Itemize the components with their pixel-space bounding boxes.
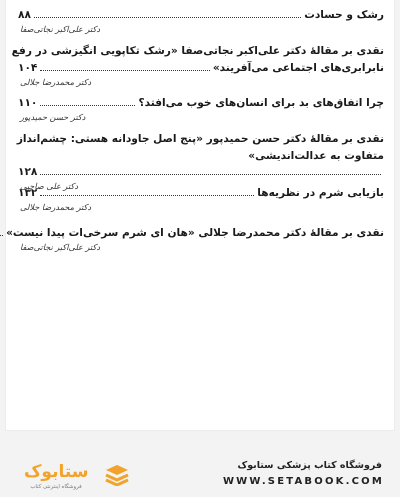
page-number: ۱۲۸ (18, 166, 38, 178)
toc-line (18, 149, 384, 163)
toc-author: دکتر علی‌اکبر نجاتی‌صفا (20, 242, 101, 252)
book-page (6, 0, 394, 430)
toc-title: چرا اتفاق‌های بد برای انسان‌های خوب می‌افتد؟ (138, 97, 384, 109)
store-name: فروشگاه کتاب پزشکی ستابوک (237, 460, 382, 471)
toc-author: دکتر حسن حمیدپور (20, 112, 86, 122)
toc-title: بازیابی شرم در نظریه‌ها (257, 187, 384, 199)
toc-title: رشک و حسادت (304, 9, 384, 21)
toc-title: نقدی بر مقالهٔ دکتر محمدرضا جلالی «هان ای شرم سرخی‌ات پیدا نیست» (6, 227, 384, 239)
setabook-logo[interactable] (16, 462, 134, 494)
toc-title: نقدی بر مقالهٔ دکتر علی‌اکبر نجاتی‌صفا «رشک تکاپویی انگیزشی در رفع (11, 45, 384, 57)
toc-author: دکتر محمدرضا جلالی (20, 77, 92, 87)
dot-leader (40, 105, 135, 106)
table-of-contents (6, 0, 394, 430)
toc-line (6, 226, 384, 240)
toc-title: نابرابری‌های اجتماعی می‌آفریند» (212, 62, 384, 74)
page-number: ۱۳۲ (18, 187, 38, 199)
setabook-logo-mark-icon (104, 464, 130, 486)
toc-entry (11, 44, 384, 88)
dot-leader (34, 17, 301, 18)
toc-title: متفاوت به عدالت‌اندیشی» (248, 150, 384, 162)
page-number: ۱۰۴ (18, 62, 38, 74)
dot-leader (40, 70, 209, 71)
toc-author: دکتر علی صاحبی (20, 181, 78, 191)
toc-entry (18, 186, 384, 213)
toc-line (18, 165, 384, 179)
toc-author: دکتر علی‌اکبر نجاتی‌صفا (20, 24, 101, 34)
toc-line (18, 96, 384, 110)
toc-entry (18, 132, 384, 192)
page-number: ۱۱۰ (18, 97, 38, 109)
toc-line (11, 44, 384, 58)
dot-leader (40, 195, 254, 196)
toc-title: نقدی بر مقالهٔ دکتر حسن حمیدپور «پنج اصل جاودانه هستی: چشم‌انداز (16, 133, 384, 145)
toc-line (18, 132, 384, 146)
toc-line (18, 8, 384, 22)
store-url-link[interactable]: WWW.SETABOOK.COM (222, 476, 384, 487)
dot-leader (0, 235, 3, 236)
toc-author: دکتر محمدرضا جلالی (20, 202, 92, 212)
logo-tagline: فروشگاه اینترنتی کتاب (30, 484, 82, 490)
logo-wordmark: ستابوک (24, 462, 89, 482)
toc-line (18, 186, 384, 200)
toc-entry (6, 226, 384, 253)
dot-leader (40, 174, 381, 175)
toc-entry (18, 8, 384, 35)
footer-banner (0, 440, 400, 497)
toc-line (18, 61, 384, 75)
page-number: ۸۸ (18, 9, 31, 21)
toc-entry (18, 96, 384, 123)
